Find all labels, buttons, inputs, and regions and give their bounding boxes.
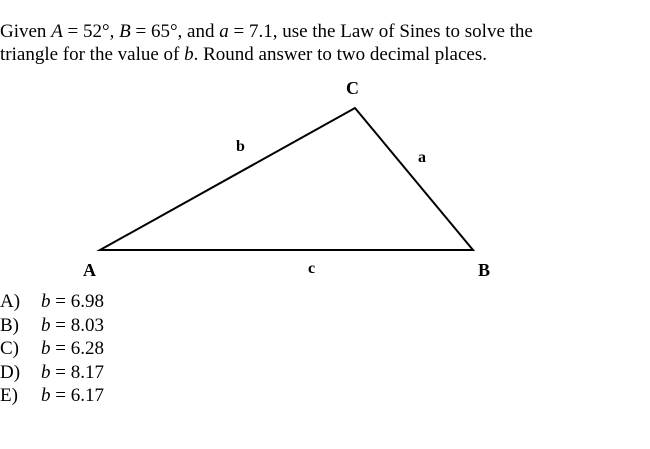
choice-letter: D) bbox=[0, 361, 21, 383]
triangle-shape bbox=[100, 108, 473, 250]
question-line-1 bbox=[0, 20, 640, 43]
choice-a[interactable] bbox=[0, 290, 104, 314]
choice-variable: b bbox=[41, 291, 51, 312]
side-a-variable: a bbox=[219, 21, 229, 42]
choice-letter: E) bbox=[0, 385, 18, 406]
choice-variable: b bbox=[41, 314, 51, 336]
vertex-label-C: C bbox=[346, 78, 359, 98]
choice-letter: B) bbox=[0, 314, 19, 336]
choice-e[interactable] bbox=[0, 384, 104, 408]
triangle-diagram bbox=[0, 70, 650, 290]
choice-variable: b bbox=[41, 385, 51, 406]
choice-letter: A) bbox=[0, 291, 21, 312]
choice-variable: b bbox=[41, 361, 51, 383]
side-label-b: b bbox=[236, 138, 245, 155]
choice-value: = 6.17 bbox=[50, 385, 104, 406]
vertex-label-A: A bbox=[83, 260, 96, 280]
angle-A-value: = 52°, bbox=[62, 21, 120, 42]
side-label-c: c bbox=[308, 260, 316, 277]
answer-choices bbox=[0, 290, 104, 408]
angle-B-value: = 65°, and bbox=[130, 21, 220, 42]
angle-A-variable: A bbox=[51, 21, 63, 42]
side-b-variable: b bbox=[184, 44, 194, 65]
side-a-value: = 7.1, use the Law of Sines to solve the bbox=[228, 21, 533, 42]
line2-suffix: . Round answer to two decimal places. bbox=[193, 44, 487, 65]
choice-variable: b bbox=[41, 338, 51, 359]
line2-prefix: triangle for the value of bbox=[0, 44, 185, 65]
choice-value: = 8.17 bbox=[50, 361, 104, 383]
choice-value: = 6.28 bbox=[50, 338, 104, 359]
question-text bbox=[0, 20, 640, 66]
choice-b[interactable] bbox=[0, 314, 104, 338]
choice-value: = 8.03 bbox=[50, 314, 104, 336]
choice-c[interactable] bbox=[0, 337, 104, 361]
vertex-label-B: B bbox=[478, 260, 491, 280]
choice-value: = 6.98 bbox=[50, 291, 104, 312]
angle-B-variable: B bbox=[119, 21, 131, 42]
side-label-a: a bbox=[418, 149, 426, 166]
triangle-figure bbox=[0, 70, 650, 290]
given-prefix: Given bbox=[0, 21, 52, 42]
choice-letter: C) bbox=[0, 338, 19, 359]
question-line-2 bbox=[0, 43, 640, 66]
choice-d[interactable] bbox=[0, 361, 104, 385]
